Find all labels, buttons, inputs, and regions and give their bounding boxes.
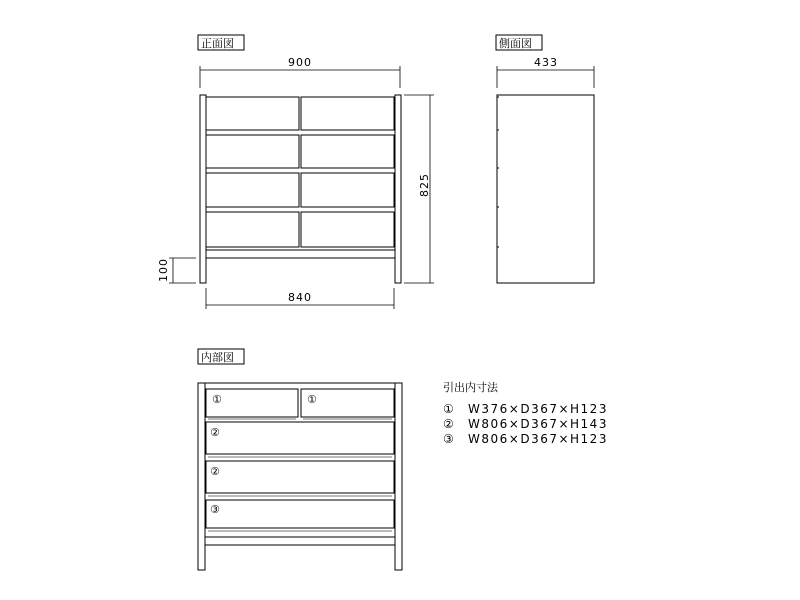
front-drawer-3-right <box>301 173 394 207</box>
interior-right-post <box>395 383 402 570</box>
spec-row-3-text: W806×D367×H123 <box>468 432 608 446</box>
interior-drawer-3 <box>206 461 394 493</box>
front-inner-width-dimension <box>206 288 394 309</box>
spec-row-1-mark: ① <box>443 402 456 416</box>
front-drawer-2-left <box>206 135 299 168</box>
front-drawer-1-right <box>301 97 394 130</box>
front-base-dimension <box>157 258 196 283</box>
spec-heading: 引出内寸法 <box>443 381 498 394</box>
front-drawer-2-right <box>301 135 394 168</box>
front-height-dimension <box>404 95 434 283</box>
side-view <box>496 35 594 283</box>
spec-row-3-mark: ③ <box>443 432 456 446</box>
front-drawer-4-right <box>301 212 394 247</box>
front-drawer-1-left <box>206 97 299 130</box>
interior-drawer-4-mark: ③ <box>210 503 220 516</box>
interior-left-post <box>198 383 205 570</box>
spec-row-2-mark: ② <box>443 417 456 431</box>
interior-view-title: 内部図 <box>201 351 234 364</box>
front-height-label: 825 <box>418 173 431 197</box>
spec-row-2-text: W806×D367×H143 <box>468 417 608 431</box>
front-base-label: 100 <box>157 258 170 282</box>
interior-drawer-1-left-mark: ① <box>212 393 222 406</box>
side-panel <box>497 95 594 283</box>
front-width-label: 900 <box>288 56 312 69</box>
side-view-title: 側面図 <box>499 37 532 50</box>
front-right-post <box>395 95 401 283</box>
interior-drawer-2-mark: ② <box>210 426 220 439</box>
front-drawer-4-left <box>206 212 299 247</box>
drawer-spec <box>443 380 608 446</box>
side-depth-dimension <box>497 56 594 88</box>
front-inner-width-label: 840 <box>288 291 312 304</box>
front-view-title: 正面図 <box>201 37 234 50</box>
interior-drawer-4 <box>206 500 394 528</box>
interior-view <box>198 349 402 570</box>
interior-drawer-1-right-mark: ① <box>307 393 317 406</box>
front-left-post <box>200 95 206 283</box>
front-width-dimension <box>200 56 400 88</box>
side-depth-label: 433 <box>534 56 558 69</box>
interior-drawer-2 <box>206 422 394 454</box>
front-drawer-3-left <box>206 173 299 207</box>
interior-drawer-3-mark: ② <box>210 465 220 478</box>
front-view <box>157 35 434 309</box>
spec-row-1-text: W376×D367×H123 <box>468 402 608 416</box>
